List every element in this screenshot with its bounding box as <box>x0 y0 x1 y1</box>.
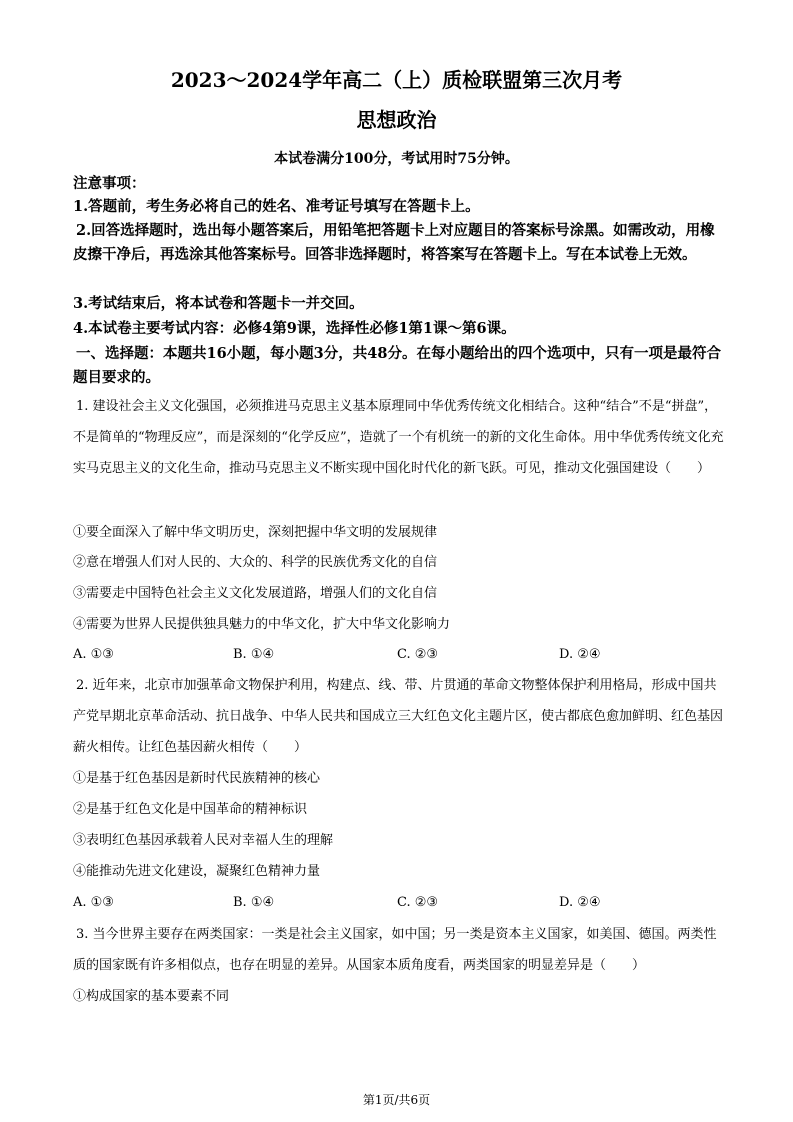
notice-heading: 注意事项： <box>73 175 146 192</box>
exam-info: 本试卷满分100分，考试用时75分钟。 <box>274 151 519 167</box>
subject-title: 思想政治 <box>356 108 437 132</box>
q2-option-b: B. ①④ <box>233 895 275 910</box>
q1-option-c: C. ②③ <box>397 647 439 662</box>
question-3-stem: 3. 当今世界主要存在两类国家：一类是社会主义国家，如中国；另一类是资本主义国家，如美国、德国。两类性质的国家既有许多相似点，也存在明显的差异。从国家本质角度看，两类国家的明显差异是（ ） <box>73 927 717 973</box>
q1-statement-1: ①要全面深入了解中华文明历史，深刻把握中华文明的发展规律 <box>73 525 438 540</box>
notice-item-1: 1.答题前，考生务必将自己的姓名、准考证号填写在答题卡上。 <box>73 198 480 215</box>
q1-statement-2: ②意在增强人们对人民的、大众的、科学的民族优秀文化的自信 <box>73 555 438 570</box>
q1-option-b: B. ①④ <box>233 647 275 662</box>
q2-statement-1: ①是基于红色基因是新时代民族精神的核心 <box>73 771 321 786</box>
notice-item-2: 2.回答选择题时，选出每小题答案后，用铅笔把答题卡上对应题目的答案标号涂黑。如需改动，用橡皮擦干净后，再选涂其他答案标号。回答非选择题时，将答案写在答题卡上。写在本试卷上无效。 <box>73 222 715 263</box>
question-1-stem: 1. 建设社会主义文化强国，必须推进马克思主义基本原理同中华优秀传统文化相结合。这种“结合”不是“拼盘”，不是简单的“物理反应”，而是深刻的“化学反应”，造就了一个有机统一的新的文化生命体。用中华优秀传统文化充实马克思主义的文化生命，推动马克思主义不断实现中国化时代化的新飞跃。可见，推动文化强国建设（ ） <box>73 399 724 476</box>
notice-item-3: 3.考试结束后，将本试卷和答题卡一并交回。 <box>73 295 364 312</box>
q1-option-d: D. ②④ <box>559 647 601 662</box>
q2-option-a: A. ①③ <box>73 895 114 910</box>
page-number: 第1页/共6页 <box>362 1093 431 1107</box>
q1-options <box>73 647 729 671</box>
q2-statement-3: ③表明红色基因承载着人民对幸福人生的理解 <box>73 833 334 848</box>
q1-option-a: A. ①③ <box>73 647 114 662</box>
q2-statement-4: ④能推动先进文化建设，凝聚红色精神力量 <box>73 864 321 879</box>
q1-statement-3: ③需要走中国特色社会主义文化发展道路，增强人们的文化自信 <box>73 586 438 601</box>
q3-statement-1: ①构成国家的基本要素不同 <box>73 989 230 1004</box>
q1-statement-4: ④需要为世界人民提供独具魅力的中华文化，扩大中华文化影响力 <box>73 617 451 632</box>
q2-statement-2: ②是基于红色文化是中国革命的精神标识 <box>73 802 308 817</box>
section-1-heading: 一、选择题：本题共16小题，每小题3分，共48分。在每小题给出的四个选项中，只有一项是最符合题目要求的。 <box>73 345 721 386</box>
question-2-stem: 2. 近年来，北京市加强革命文物保护利用，构建点、线、带、片贯通的革命文物整体保护利用格局，形成中国共产党早期北京革命活动、抗日战争、中华人民共和国成立三大红色文化主题片区，使古都底色愈加鲜明、红色基因薪火相传。让红色基因薪火相传（ ） <box>73 678 724 755</box>
q2-options <box>73 895 729 919</box>
exam-title: 2023～2024学年高二（上）质检联盟第三次月考 <box>170 68 623 92</box>
notice-item-4: 4.本试卷主要考试内容：必修4第9课，选择性必修1第1课～第6课。 <box>73 320 516 337</box>
q2-option-c: C. ②③ <box>397 895 439 910</box>
q2-option-d: D. ②④ <box>559 895 601 910</box>
